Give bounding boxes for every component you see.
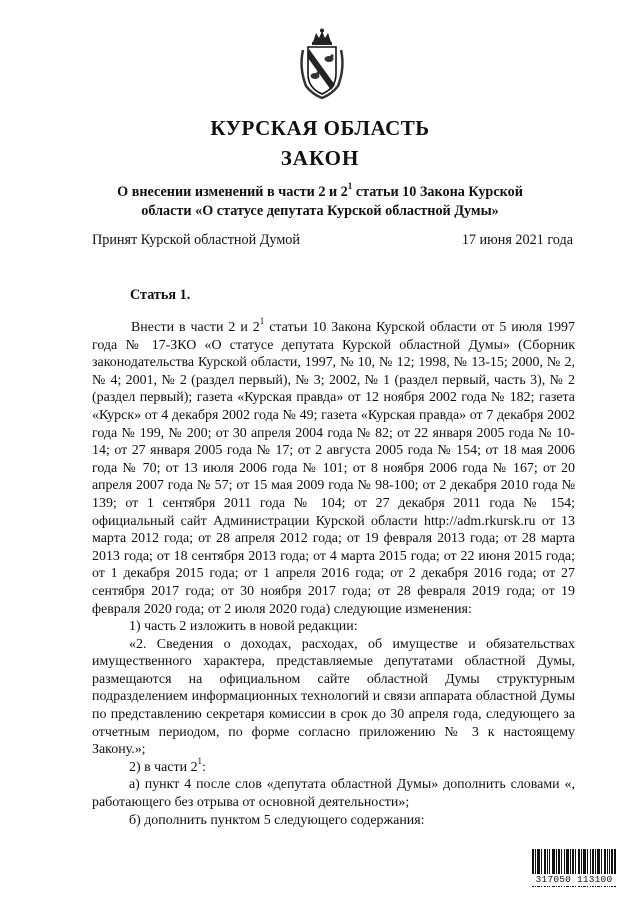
item-2-superscript: 1 — [197, 756, 203, 767]
item-2-text-end: : — [202, 759, 206, 775]
article-body — [92, 316, 575, 829]
article-heading: Статья 1. — [130, 287, 191, 303]
intro-paragraph — [92, 316, 575, 618]
item-2-text-start: 2) в части 2 — [129, 759, 198, 775]
document-type: ЗАКОН — [280, 146, 360, 170]
intro-superscript: 1 — [259, 316, 265, 327]
item-2 — [92, 756, 575, 777]
title-text-end: статьи 10 Закона Курской области «О статусе депутата Курской областной Думы» — [141, 184, 523, 219]
title-superscript: 1 — [347, 181, 353, 192]
coat-of-arms-icon — [296, 28, 348, 100]
adoption-date: 17 июня 2021 года — [461, 232, 573, 248]
region-name: КУРСКАЯ ОБЛАСТЬ — [210, 116, 430, 140]
adoption-line — [92, 232, 573, 249]
item-1: 1) часть 2 изложить в новой редакции: — [129, 619, 358, 635]
intro-text-end: статьи 10 Закона Курской области от 5 июля 1997 года № 17-ЗКО «О статусе депутата Курской областной Думы» (Сборник законодательства Курской области, 1997, № 10, № 12; 1998, № 13-15; 2000, № 2, № 4; 2001, № 2 (раздел первый), № 3; 2002, № 1 (раздел первый, часть 3), № 2 (раздел первый); газета «Курская правда» от 12 ноября 2002 года № 182; газета «Курск» от 4 декабря 2002 года № 49; газета «Курская правда» от 7 декабря 2002 года № 199, № 200; от 30 апреля 2004 года № 82; от 22 января 2005 года № 10-14; от 27 января 2005 года № 17; от 2 августа 2005 года № 154; от 18 мая 2006 года № 70; от 13 июля 2006 года № 101; от 8 ноября 2006 года № 167; от 20 апреля 2007 года № 57; от 15 мая 2009 года № 98-100; от 2 декабря 2010 года № 139; от 1 сентября 2011 года № 104; от 27 декабря 2011 года № 154; официальный сайт Администрации Курской области http://adm.rkursk.ru от 13 марта 2012 года; от 28 апреля 2012 года; от 19 февраля 2013 года; от 28 марта 2013 года; от 18 сентября 2013 года; от 4 марта 2015 года; от 22 июня 2015 года; от 1 декабря 2015 года; от 1 апреля 2016 года; от 2 декабря 2016 года; от 27 сентября 2017 года; от 30 ноября 2017 года; от 28 февраля 2019 года; от 19 февраля 2020 года; от 2 июля 2020 года) следующие изменения: — [92, 320, 575, 617]
intro-text-start: Внести в части 2 и 2 — [131, 320, 260, 335]
subitem-b: б) дополнить пунктом 5 следующего содержания: — [129, 812, 425, 828]
barcode-number: 317050 113100 — [528, 874, 620, 886]
document-title — [96, 183, 544, 221]
adoption-label: Принят Курской областной Думой — [92, 232, 300, 248]
quoted-text: «2. Сведения о доходах, расходах, об имуществе и обязательствах имущественного характера, представляемые депутатами областной Думы, размещаются на официальном сайте областной Думы структурным подразделением информационных технологий и связи аппарата областной Думы по представлению секретаря комиссии в срок до 30 апреля года, следующего за отчетным периодом, по форме согласно приложению № 3 к настоящему Закону.»; — [92, 636, 575, 758]
title-text-start: О внесении изменений в части 2 и 2 — [117, 184, 348, 200]
subitem-a: а) пункт 4 после слов «депутата областной Думы» дополнить словами «, работающего без отрыва от основной деятельности»; — [92, 777, 575, 811]
